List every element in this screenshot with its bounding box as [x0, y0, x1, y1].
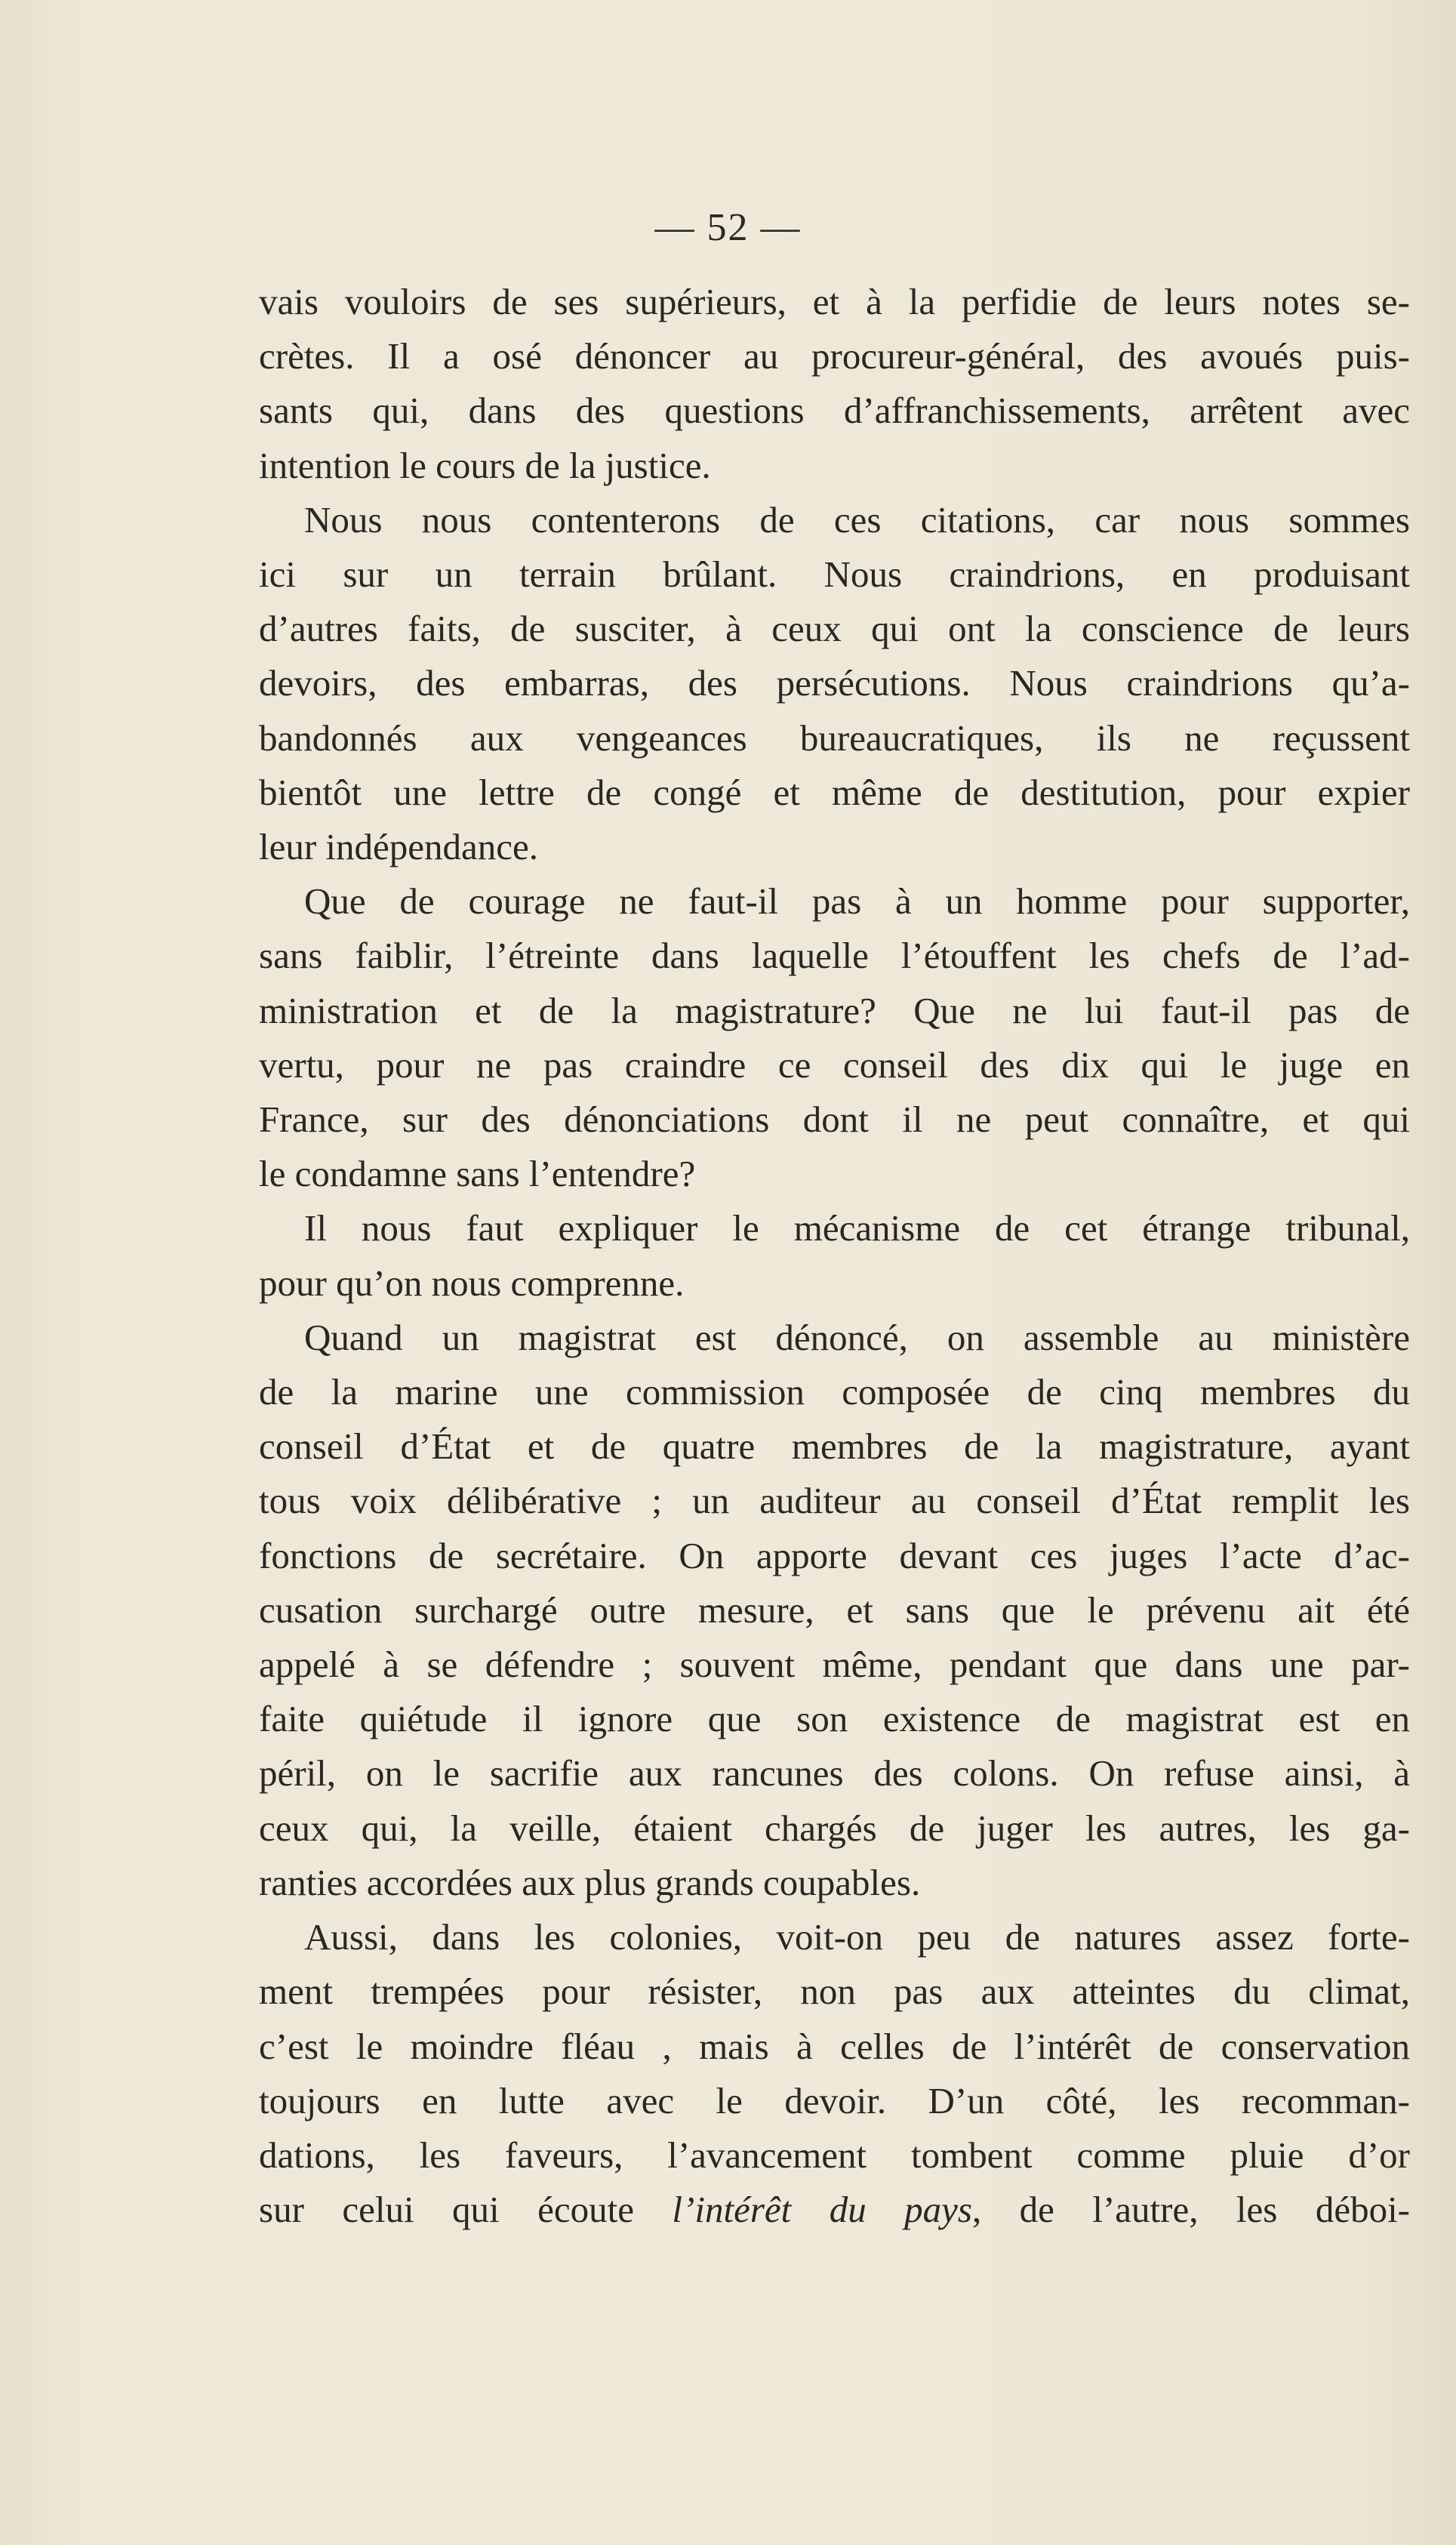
text-line: France, sur des dénonciations dont il ne peut connaître, et qui: [259, 1098, 1410, 1141]
text-line: tous voix délibérative ; un auditeur au conseil d’État remplit les: [259, 1480, 1410, 1522]
text-line: conseil d’État et de quatre membres de la magistrature, ayant: [259, 1425, 1410, 1468]
text-line: ceux qui, la veille, étaient chargés de juger les autres, les ga-: [259, 1807, 1410, 1849]
text-line: Aussi, dans les colonies, voit-on peu de natures assez forte-: [304, 1916, 1410, 1958]
text-line: ment trempées pour résister, non pas aux atteintes du climat,: [259, 1970, 1410, 2013]
text-line: appelé à se défendre ; souvent même, pendant que dans une par-: [259, 1644, 1410, 1686]
text-line: crètes. Il a osé dénoncer au procureur-général, des avoués puis-: [259, 335, 1410, 377]
text-line-mixed: [259, 2183, 1410, 2237]
paragraph: [259, 275, 1410, 493]
text-line: dations, les faveurs, l’avancement tombent comme pluie d’or: [259, 2134, 1410, 2176]
text-line: bientôt une lettre de congé et même de destitution, pour expier: [259, 771, 1410, 813]
paragraph: [259, 1201, 1410, 1310]
text-segment: sur celui qui écoute: [259, 2189, 673, 2231]
text-line: Quand un magistrat est dénoncé, on assemble au ministère: [304, 1316, 1410, 1358]
text-line: Que de courage ne faut-il pas à un homme pour supporter,: [304, 880, 1410, 923]
text-line: d’autres faits, de susciter, à ceux qui ont la conscience de leurs: [259, 608, 1410, 650]
text-line: Nous nous contenterons de ces citations, car nous sommes: [304, 498, 1410, 541]
paragraph: [259, 1910, 1410, 2237]
body-text: [259, 275, 1410, 2237]
text-line: le condamne sans l’entendre?: [259, 1153, 696, 1195]
text-line: fonctions de secrétaire. On apporte devant ces juges l’acte d’ac-: [259, 1534, 1410, 1576]
text-line: vertu, pour ne pas craindre ce conseil des dix qui le juge en: [259, 1043, 1410, 1086]
text-line: sans faiblir, l’étreinte dans laquelle l’étouffent les chefs de l’ad-: [259, 935, 1410, 977]
text-line: pour qu’on nous comprenne.: [259, 1262, 685, 1304]
text-line: faite quiétude il ignore que son existence de magistrat est en: [259, 1698, 1410, 1740]
text-line: c’est le moindre fléau , mais à celles de l’intérêt de conservation: [259, 2025, 1410, 2067]
text-line: intention le cours de la justice.: [259, 444, 711, 486]
text-line: sants qui, dans des questions d’affranchissements, arrêtent avec: [259, 390, 1410, 432]
text-line: ministration et de la magistrature? Que ne lui faut-il pas de: [259, 989, 1410, 1031]
text-line: de la marine une commission composée de cinq membres du: [259, 1371, 1410, 1413]
page-number: — 52 —: [654, 206, 802, 249]
text-line: leur indépendance.: [259, 826, 539, 868]
text-line: devoirs, des embarras, des persécutions. Nous craindrions qu’a-: [259, 662, 1410, 704]
text-line: ici sur un terrain brûlant. Nous craindrions, en produisant: [259, 553, 1410, 596]
text-line: vais vouloirs de ses supérieurs, et à la perfidie de leurs notes se-: [259, 281, 1410, 322]
paragraph: [259, 874, 1410, 1201]
text-line: Il nous faut expliquer le mécanisme de cet étrange tribunal,: [304, 1207, 1410, 1249]
text-line: ranties accordées aux plus grands coupables.: [259, 1861, 921, 1903]
text-line: cusation surchargé outre mesure, et sans que le prévenu ait été: [259, 1588, 1410, 1631]
text-segment: , de l’autre, les déboi-: [971, 2189, 1410, 2231]
text-line: toujours en lutte avec le devoir. D’un côté, les recomman-: [259, 2079, 1410, 2121]
italic-phrase: l’intérêt du pays: [672, 2189, 972, 2231]
paragraph: [259, 493, 1410, 874]
text-line: péril, on le sacrifie aux rancunes des colons. On refuse ainsi, à: [259, 1752, 1410, 1795]
paragraph: [259, 1311, 1410, 1910]
text-line: bandonnés aux vengeances bureaucratiques, ils ne reçussent: [259, 716, 1410, 759]
